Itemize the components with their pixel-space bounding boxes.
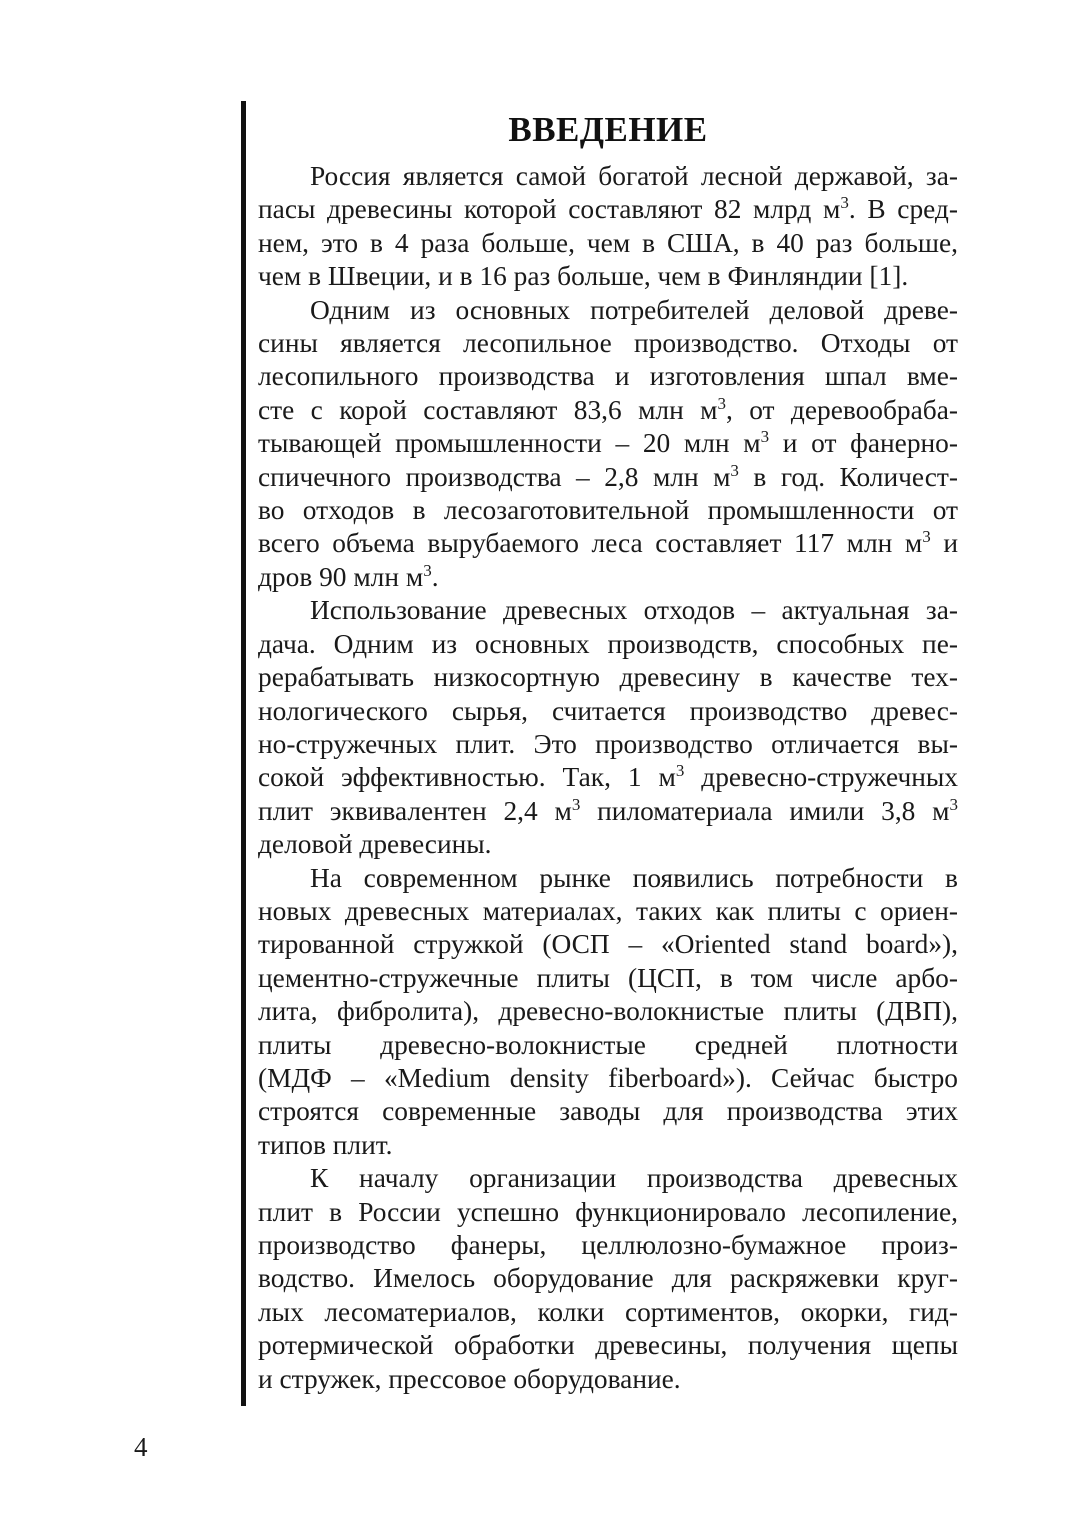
text-line: лых лесоматериалов, колки сортиментов, окорки, гид- (258, 1296, 958, 1327)
text-line: сины является лесопильное производство. Отходы от (258, 328, 958, 359)
superscript: 3 (717, 393, 726, 413)
text-line: сокой эффективностью. Так, 1 $м^3$ древесно-стружечных (258, 761, 958, 793)
superscript: 3 (949, 794, 958, 814)
text-line: нологического сырья, считается производство древес- (258, 695, 958, 726)
text-line: дача. Одним из основных производств, способных пе- (258, 628, 958, 659)
paragraph-4 (258, 862, 958, 1163)
text-line: пасы древесины которой составляют 82 млрд $м^3$. В сред- (258, 193, 958, 225)
text-line: но-стружечных плит. Это производство отличается вы- (258, 728, 958, 759)
text-line: Россия является самой богатой лесной державой, за- (310, 161, 958, 191)
text-line: лесопильного производства и изготовления шпал вме- (258, 361, 958, 392)
text-line: дров 90 млн $м^3$. (258, 560, 439, 592)
superscript: 3 (760, 427, 770, 447)
text-line: Одним из основных потребителей деловой древе- (310, 294, 958, 325)
text-line: плит эквивалентен 2,4 $м^3$ пиломатериала имили 3,8 $м^3$ (258, 794, 958, 826)
margin-bar (241, 101, 246, 1406)
text-line: рерабатывать низкосортную древесину в качестве тех- (258, 662, 958, 693)
text-line: плит в России успешно функционировало лесопиление, (258, 1196, 958, 1227)
text-line: типов плит. (258, 1129, 393, 1160)
text-line: На современном рынке появились потребности в (310, 862, 958, 893)
superscript: 3 (730, 460, 739, 480)
text-line: строятся современные заводы для производства этих (258, 1096, 958, 1127)
text-line: всего объема вырубаемого леса составляет 117 млн $м^3$ и (258, 527, 958, 559)
text-line: во отходов в лесозаготовительной промышленности от (258, 495, 958, 526)
text-line: и стружек, прессовое оборудование. (258, 1363, 681, 1394)
superscript: 3 (840, 193, 849, 213)
page-title: ВВЕДЕНИЕ (508, 110, 708, 149)
text-line: спичечного производства – 2,8 млн $м^3$ в год. Количест- (258, 460, 958, 492)
page-content (258, 108, 958, 1396)
page-number: 4 (134, 1432, 148, 1462)
text-line: тированной стружкой (ОСП – «Oriented stand board»), (258, 929, 958, 960)
body-text (258, 160, 958, 1396)
superscript: 3 (922, 527, 931, 547)
paragraph-5 (258, 1162, 958, 1396)
superscript: 3 (571, 794, 581, 814)
text-line: (МДФ – «Medium density fiberboard»). Сейчас быстро (258, 1062, 958, 1093)
text-line: чем в Швеции, и в 16 раз больше, чем в Финляндии [1]. (258, 261, 909, 292)
text-line: лита, фибролита), древесно-волокнистые плиты (ДВП), (258, 996, 958, 1027)
text-line: ротермической обработки древесины, получения щепы (258, 1330, 958, 1361)
text-line: плиты древесно-волокнистые средней плотности (258, 1029, 958, 1060)
text-line: деловой древесины. (258, 829, 492, 860)
paragraph-1 (258, 160, 958, 294)
superscript: 3 (675, 761, 685, 781)
text-line: сте с корой составляют 83,6 млн $м^3$, от деревообраба- (258, 393, 958, 425)
text-line: новых древесных материалах, таких как плиты с ориен- (258, 895, 958, 926)
text-line: К началу организации производства древесных (310, 1163, 958, 1194)
paragraph-2 (258, 294, 958, 595)
text-line: тывающей промышленности – 20 млн $м^3$ и от фанерно- (258, 427, 958, 459)
text-line: производство фанеры, целлюлозно-бумажное произ- (258, 1230, 958, 1260)
text-line: нем, это в 4 раза больше, чем в США, в 40 раз больше, (258, 227, 958, 258)
paragraph-3 (258, 594, 958, 861)
text-line: Использование древесных отходов – актуальная за- (310, 595, 958, 626)
superscript: 3 (423, 560, 432, 580)
text-line: цементно-стружечные плиты (ЦСП, в том числе арбо- (258, 962, 958, 993)
text-line: водство. Имелось оборудование для раскряжевки круг- (258, 1263, 958, 1294)
